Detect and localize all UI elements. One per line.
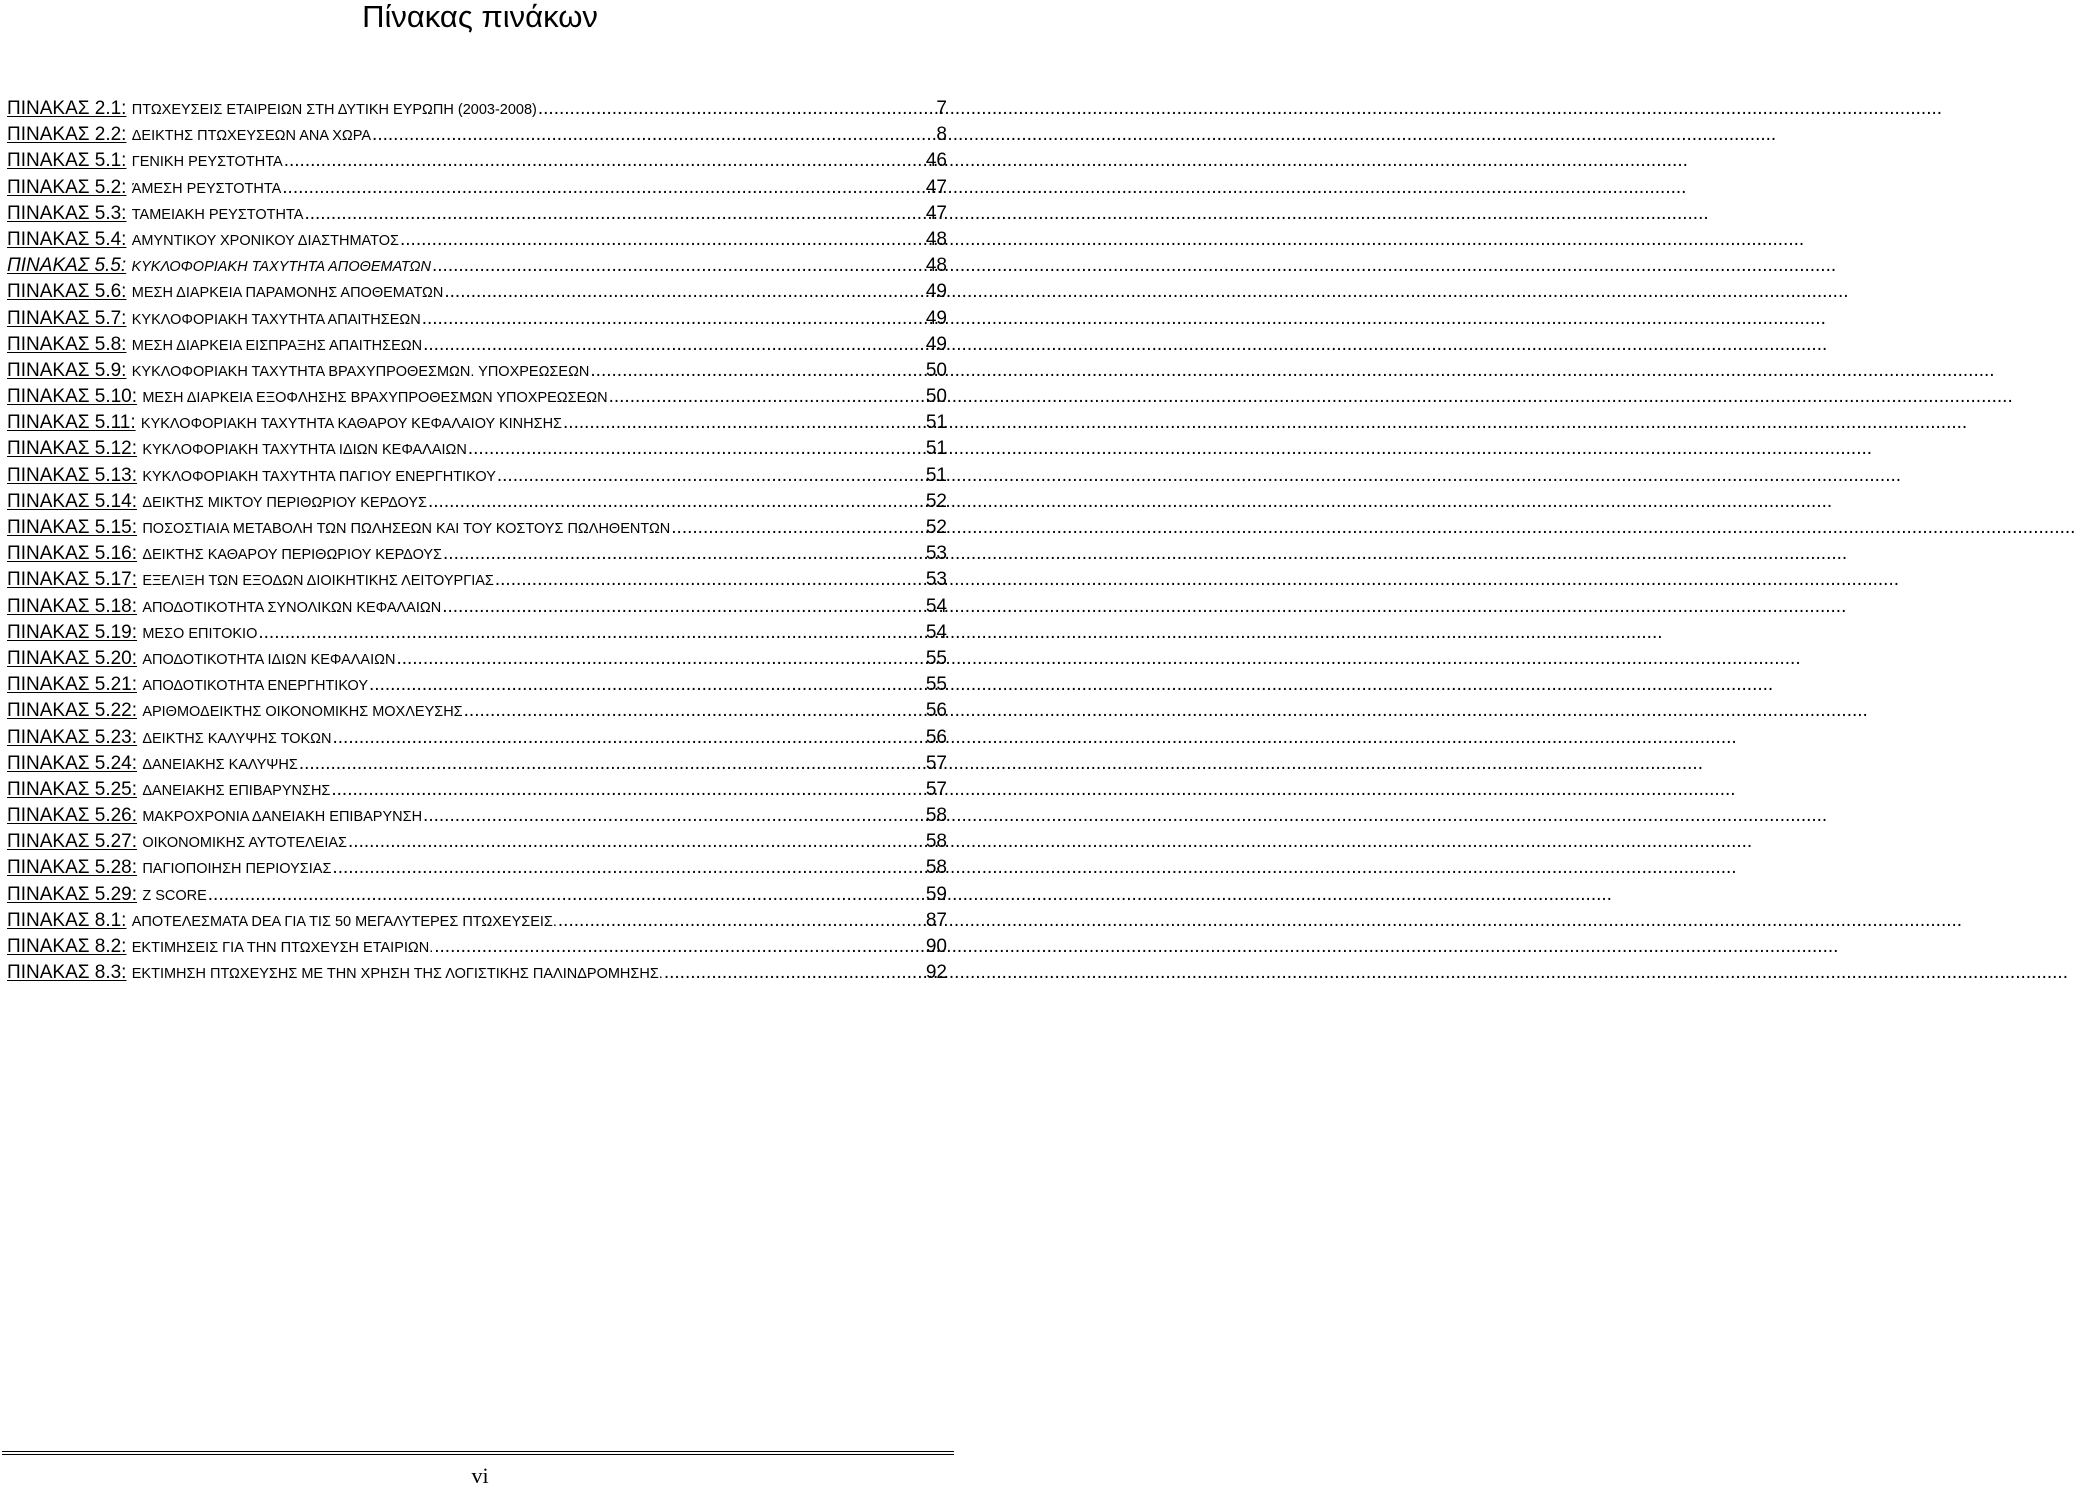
toc-entry[interactable] — [7, 594, 947, 620]
toc-entry-label: ΠΙΝΑΚΑΣ 5.21: — [7, 674, 138, 696]
toc-page-number: 54 — [925, 621, 947, 643]
toc-page-number: 56 — [925, 726, 947, 748]
toc-entry[interactable] — [7, 148, 947, 174]
toc-dot-leader — [671, 515, 924, 541]
toc-dot-leader — [400, 227, 924, 253]
toc-dot-leader — [538, 96, 935, 122]
toc-entry[interactable] — [7, 332, 947, 358]
toc-page-number: 50 — [925, 386, 947, 408]
toc-page-number: 58 — [925, 805, 947, 827]
toc-entry-caption: ΚΥΚΛΟΦΟΡΙΑΚΗ ΤΑΧΥΤΗΤΑ ΙΔΙΩΝ ΚΕΦΑΛΑΙΩΝ — [142, 442, 467, 459]
toc-entry-label: ΠΙΝΑΚΑΣ 5.29: — [7, 883, 138, 905]
toc-page-number: 49 — [925, 307, 947, 329]
toc-page-number: 47 — [925, 176, 947, 198]
toc-entry[interactable] — [7, 384, 947, 410]
toc-entry[interactable] — [7, 436, 947, 462]
toc-entry-caption: ΔΕΙΚΤΗΣ ΜΙΚΤΟΥ ΠΕΡΙΘΩΡΙΟΥ ΚΕΡΔΟΥΣ — [142, 494, 427, 511]
toc-entry-title — [7, 358, 589, 385]
toc-entry[interactable] — [7, 567, 947, 593]
toc-dot-leader — [443, 541, 924, 567]
toc-entry-caption: ΚΥΚΛΟΦΟΡΙΑΚΗ ΤΑΧΥΤΗΤΑ ΒΡΑΧΥΠΡΟΘΕΣΜΩΝ. ΥΠΟΧΡΕΩΣΕΩΝ — [131, 363, 590, 380]
toc-entry-title — [7, 253, 431, 280]
toc-entry-title — [7, 279, 443, 306]
toc-entry[interactable] — [7, 122, 947, 148]
toc-entry-caption: ΠΤΩΧΕΥΣΕΙΣ ΕΤΑΙΡΕΙΩΝ ΣΤΗ ΔΥΤΙΚΗ ΕΥΡΩΠΗ (2003-2008) — [131, 102, 537, 118]
toc-entry-title — [7, 960, 663, 987]
toc-entry-label: ΠΙΝΑΚΑΣ 5.19: — [7, 621, 138, 643]
toc-entry-caption: ΓΕΝΙΚΗ ΡΕΥΣΤΟΤΗΤΑ — [131, 154, 283, 171]
toc-entry[interactable] — [7, 777, 947, 803]
toc-entry[interactable] — [7, 751, 947, 777]
toc-entry-label: ΠΙΝΑΚΑΣ 5.5: — [7, 255, 127, 277]
toc-dot-leader — [434, 934, 924, 960]
page-title: Πίνακας πινάκων — [362, 0, 598, 34]
toc-entry-label: ΠΙΝΑΚΑΣ 5.2: — [7, 176, 127, 198]
toc-entry-title — [7, 594, 441, 621]
toc-dot-leader — [369, 672, 924, 698]
toc-entry-caption: ΠΟΣΟΣΤΙΑΙΑ ΜΕΤΑΒΟΛΗ ΤΩΝ ΠΩΛΗΣΕΩΝ ΚΑΙ ΤΟΥ ΚΟΣΤΟΥΣ ΠΩΛΗΘΕΝΤΩΝ — [142, 521, 671, 537]
toc-entry-label: ΠΙΝΑΚΑΣ 5.3: — [7, 202, 127, 224]
toc-page-number: 54 — [925, 595, 947, 617]
toc-entry-caption: ΔΕΙΚΤΗΣ ΚΑΛΥΨΗΣ ΤΟΚΩΝ — [142, 730, 332, 747]
toc-dot-leader — [590, 358, 923, 384]
toc-entry-title — [7, 908, 557, 935]
toc-entry[interactable] — [7, 882, 947, 908]
toc-entry-caption: ΔΕΙΚΤΗΣ ΠΤΩΧΕΥΣΕΩΝ ΑΝΑ ΧΩΡΑ — [131, 128, 372, 145]
toc-entry-label: ΠΙΝΑΚΑΣ 5.8: — [7, 333, 127, 355]
toc-entry-title — [7, 332, 422, 359]
toc-entry-title — [7, 515, 670, 542]
toc-entry-label: ΠΙΝΑΚΑΣ 5.10: — [7, 386, 138, 408]
toc-dot-leader — [464, 698, 924, 724]
toc-entry-title — [7, 855, 331, 882]
toc-page-number: 92 — [925, 962, 947, 984]
toc-entry-label: ΠΙΝΑΚΑΣ 5.4: — [7, 228, 127, 250]
toc-dot-leader — [468, 436, 924, 462]
toc-entry-label: ΠΙΝΑΚΑΣ 5.14: — [7, 490, 138, 512]
toc-dot-leader — [423, 332, 924, 358]
toc-entry-title — [7, 777, 330, 804]
toc-entry[interactable] — [7, 829, 947, 855]
toc-dot-leader — [282, 175, 924, 201]
toc-dot-leader — [208, 882, 924, 908]
toc-entry-title — [7, 882, 207, 909]
toc-dot-leader — [422, 306, 924, 332]
toc-entry[interactable] — [7, 410, 947, 436]
toc-entry-title — [7, 410, 562, 437]
toc-page-number: 46 — [925, 150, 947, 172]
toc-dot-leader — [495, 567, 924, 593]
toc-dot-leader — [333, 725, 924, 751]
toc-page-number: 56 — [925, 700, 947, 722]
toc-entry-label: ΠΙΝΑΚΑΣ 5.18: — [7, 595, 138, 617]
toc-entry-caption: ΑΠΟΔΟΤΙΚΟΤΗΤΑ ΕΝΕΡΓΗΤΙΚΟΥ — [142, 678, 369, 695]
toc-entry-title — [7, 698, 463, 725]
toc-dot-leader — [428, 489, 924, 515]
toc-entry-label: ΠΙΝΑΚΑΣ 5.24: — [7, 752, 138, 774]
toc-dot-leader — [432, 253, 924, 279]
toc-entry[interactable] — [7, 934, 947, 960]
toc-entry[interactable] — [7, 541, 947, 567]
toc-entry[interactable] — [7, 306, 947, 332]
toc-entry-caption: ΟΙΚΟΝΟΜΙΚΗΣ ΑΥΤΟΤΕΛΕΙΑΣ — [142, 835, 348, 852]
toc-entry[interactable] — [7, 960, 947, 986]
toc-dot-leader — [444, 279, 924, 305]
toc-entry[interactable] — [7, 463, 947, 489]
toc-entry-title — [7, 384, 608, 411]
toc-dot-leader — [284, 148, 924, 174]
toc-page-number: 90 — [925, 936, 947, 957]
toc-entry-caption: ΜΕΣΗ ΔΙΑΡΚΕΙΑ ΕΞΟΦΛΗΣΗΣ ΒΡΑΧΥΠΡΟΘΕΣΜΩΝ ΥΠΟΧΡΕΩΣΕΩΝ — [142, 390, 608, 407]
toc-entry[interactable] — [7, 175, 947, 201]
toc-entry-label: ΠΙΝΑΚΑΣ 5.27: — [7, 831, 138, 853]
toc-entry[interactable] — [7, 855, 947, 881]
toc-entry-title — [7, 803, 422, 830]
toc-entry-title — [7, 725, 332, 752]
toc-entry[interactable] — [7, 908, 947, 934]
toc-page-number: 7 — [936, 98, 947, 119]
toc-dot-leader — [563, 410, 924, 436]
toc-entry[interactable] — [7, 253, 947, 279]
toc-entry-caption: ΤΑΜΕΙΑΚΗ ΡΕΥΣΤΟΤΗΤΑ — [131, 206, 304, 223]
toc-entry-label: ΠΙΝΑΚΑΣ 5.1: — [7, 150, 127, 172]
toc-entry-caption: ΠΑΓΙΟΠΟΙΗΣΗ ΠΕΡΙΟΥΣΙΑΣ — [142, 861, 332, 878]
toc-entry-label: ΠΙΝΑΚΑΣ 5.28: — [7, 857, 138, 879]
toc-page-number: 48 — [925, 255, 947, 277]
toc-entry[interactable] — [7, 620, 947, 646]
toc-entry-title — [7, 175, 281, 202]
toc-entry-title — [7, 751, 298, 778]
toc-entry-caption: ΚΥΚΛΟΦΟΡΙΑΚΗ ΤΑΧΥΤΗΤΑ ΚΑΘΑΡΟΥ ΚΕΦΑΛΑΙΟΥ ΚΙΝΗΣΗΣ — [140, 416, 563, 433]
toc-entry[interactable] — [7, 279, 947, 305]
toc-page-number: 51 — [925, 438, 947, 460]
toc-entry-caption: ΑΠΟΔΟΤΙΚΟΤΗΤΑ ΙΔΙΩΝ ΚΕΦΑΛΑΙΩΝ — [142, 651, 396, 668]
toc-entry[interactable] — [7, 672, 947, 698]
toc-page-number: 87 — [925, 909, 947, 931]
toc-page-number: 53 — [925, 569, 947, 591]
toc-entry-caption: ΕΚΤΙΜΗΣΗ ΠΤΩΧΕΥΣΗΣ ΜΕ ΤΗΝ ΧΡΗΣΗ ΤΗΣ ΛΟΓΙΣΤΙΚΗΣ ΠΑΛΙΝΔΡΟΜΗΣΗΣ. — [131, 966, 663, 983]
toc-entry-caption: ΑΠΟΤΕΛΕΣΜΑΤΑ DEA ΓΙΑ ΤΙΣ 50 ΜΕΓΑΛΥΤΕΡΕΣ ΠΤΩΧΕΥΣΕΙΣ. — [131, 913, 557, 930]
toc-entry-caption: ΜΕΣΗ ΔΙΑΡΚΕΙΑ ΠΑΡΑΜΟΝΗΣ ΑΠΟΘΕΜΑΤΩΝ — [131, 285, 444, 302]
toc-page-number: 48 — [925, 228, 947, 250]
toc-dot-leader — [396, 646, 923, 672]
toc-entry[interactable] — [7, 515, 947, 541]
toc-entry-title — [7, 672, 368, 699]
toc-entry-label: ΠΙΝΑΚΑΣ 5.13: — [7, 464, 138, 486]
toc-dot-leader — [299, 751, 924, 777]
toc-page-number: 55 — [925, 647, 947, 669]
toc-entry-caption: ΚΥΚΛΟΦΟΡΙΑΚΗ ΤΑΧΥΤΗΤΑ ΑΠΟΘΕΜΑΤΩΝ — [131, 259, 431, 276]
toc-entry[interactable] — [7, 646, 947, 672]
toc-entry-label: ΠΙΝΑΚΑΣ 5.16: — [7, 543, 138, 565]
toc-entry-title — [7, 148, 283, 175]
toc-entry-title — [7, 227, 399, 254]
toc-entry[interactable] — [7, 358, 947, 384]
toc-page-number: 8 — [936, 124, 947, 146]
toc-entry[interactable] — [7, 698, 947, 724]
toc-entry-label: ΠΙΝΑΚΑΣ 5.17: — [7, 569, 138, 591]
toc-entry-label: ΠΙΝΑΚΑΣ 5.26: — [7, 805, 138, 827]
toc-entry-caption: ΕΚΤΙΜΗΣΕΙΣ ΓΙΑ ΤΗΝ ΠΤΩΧΕΥΣΗ ΕΤΑΙΡΙΩΝ. — [131, 940, 434, 956]
toc-dot-leader — [664, 960, 924, 986]
toc-entry-title — [7, 829, 347, 856]
toc-page-number: 51 — [925, 464, 947, 486]
toc-entry-caption: ΆΜΕΣΗ ΡΕΥΣΤΟΤΗΤΑ — [131, 180, 282, 197]
toc-entry-title — [7, 541, 442, 568]
toc-entry-title — [7, 567, 494, 594]
table-of-tables — [7, 96, 947, 986]
toc-entry-label: ΠΙΝΑΚΑΣ 5.11: — [7, 412, 136, 434]
toc-entry[interactable] — [7, 803, 947, 829]
toc-dot-leader — [331, 777, 923, 803]
toc-entry-caption: ΚΥΚΛΟΦΟΡΙΑΚΗ ΤΑΧΥΤΗΤΑ ΑΠΑΙΤΗΣΕΩΝ — [131, 311, 421, 328]
toc-entry-label: ΠΙΝΑΚΑΣ 5.25: — [7, 778, 138, 800]
toc-entry-label: ΠΙΝΑΚΑΣ 5.22: — [7, 700, 138, 722]
toc-entry-caption: ΔΑΝΕΙΑΚΗΣ ΕΠΙΒΑΡΥΝΣΗΣ — [142, 782, 331, 799]
toc-page-number: 51 — [925, 412, 947, 434]
toc-entry-label: ΠΙΝΑΚΑΣ 5.20: — [7, 647, 138, 669]
toc-page-number: 55 — [925, 674, 947, 696]
toc-page-number: 59 — [925, 883, 947, 905]
toc-entry-label: ΠΙΝΑΚΑΣ 8.1: — [7, 909, 127, 931]
toc-entry[interactable] — [7, 227, 947, 253]
toc-entry-caption: ΜΕΣΗ ΔΙΑΡΚΕΙΑ ΕΙΣΠΡΑΞΗΣ ΑΠΑΙΤΗΣΕΩΝ — [131, 337, 423, 354]
toc-entry-title — [7, 489, 427, 516]
toc-entry-title — [7, 436, 467, 463]
toc-dot-leader — [332, 855, 923, 881]
toc-entry-caption: ΔΕΙΚΤΗΣ ΚΑΘΑΡΟΥ ΠΕΡΙΘΩΡΙΟΥ ΚΕΡΔΟΥΣ — [142, 547, 443, 564]
toc-entry-title — [7, 201, 303, 228]
toc-page-number: 57 — [925, 778, 947, 800]
toc-dot-leader — [442, 594, 924, 620]
toc-entry-caption: ΜΕΣΟ ΕΠΙΤΟΚΙΟ — [142, 625, 258, 642]
toc-entry-caption: ΑΠΟΔΟΤΙΚΟΤΗΤΑ ΣΥΝΟΛΙΚΩΝ ΚΕΦΑΛΑΙΩΝ — [142, 599, 442, 616]
toc-entry-caption: ΑΡΙΘΜΟΔΕΙΚΤΗΣ ΟΙΚΟΝΟΜΙΚΗΣ ΜΟΧΛΕΥΣΗΣ — [142, 704, 463, 721]
toc-entry-title — [7, 463, 496, 490]
toc-page-number: 58 — [925, 857, 947, 879]
toc-entry-title — [7, 934, 433, 961]
toc-entry[interactable] — [7, 489, 947, 515]
toc-page-number: 49 — [925, 281, 947, 303]
toc-entry-caption: ΕΞΕΛΙΞΗ ΤΩΝ ΕΞΟΔΩΝ ΔΙΟΙΚΗΤΙΚΗΣ ΛΕΙΤΟΥΡΓΙΑΣ — [142, 573, 494, 590]
toc-entry-title — [7, 646, 395, 673]
toc-dot-leader — [258, 620, 924, 646]
toc-entry-label: ΠΙΝΑΚΑΣ 2.2: — [7, 124, 127, 146]
toc-entry-label: ΠΙΝΑΚΑΣ 8.3: — [7, 962, 127, 984]
toc-entry-caption: ΔΑΝΕΙΑΚΗΣ ΚΑΛΥΨΗΣ — [142, 756, 298, 773]
toc-entry-caption: ΚΥΚΛΟΦΟΡΙΑΚΗ ΤΑΧΥΤΗΤΑ ΠΑΓΙΟΥ ΕΝΕΡΓΗΤΙΚΟΥ — [142, 468, 496, 485]
toc-entry-title — [7, 122, 371, 149]
toc-page-number: 49 — [925, 333, 947, 355]
toc-entry[interactable] — [7, 96, 947, 122]
toc-dot-leader — [304, 201, 923, 227]
footer-page-number: vi — [471, 1463, 489, 1488]
toc-dot-leader — [423, 803, 924, 829]
toc-page-number: 53 — [925, 543, 947, 565]
toc-page-number: 58 — [925, 831, 947, 853]
toc-page-number: 47 — [925, 202, 947, 224]
toc-entry-title — [7, 306, 421, 333]
toc-entry-label: ΠΙΝΑΚΑΣ 5.6: — [7, 281, 127, 303]
toc-entry-title — [7, 96, 537, 123]
toc-entry-title — [7, 620, 257, 647]
toc-entry-label: ΠΙΝΑΚΑΣ 5.12: — [7, 438, 138, 460]
toc-entry-label: ΠΙΝΑΚΑΣ 5.9: — [7, 359, 127, 381]
toc-entry[interactable] — [7, 201, 947, 227]
toc-page-number: 57 — [925, 752, 947, 774]
toc-page-number: 52 — [925, 517, 947, 538]
toc-entry-label: ΠΙΝΑΚΑΣ 5.15: — [7, 517, 138, 538]
toc-dot-leader — [372, 122, 934, 148]
toc-dot-leader — [348, 829, 924, 855]
toc-dot-leader — [497, 463, 924, 489]
toc-page-number: 50 — [925, 359, 947, 381]
toc-entry-label: ΠΙΝΑΚΑΣ 2.1: — [7, 98, 127, 119]
toc-entry[interactable] — [7, 725, 947, 751]
footer-divider — [2, 1451, 954, 1455]
toc-page-number: 52 — [925, 490, 947, 512]
toc-dot-leader — [558, 908, 924, 934]
toc-entry-caption: ΜΑΚΡΟΧΡΟΝΙΑ ΔΑΝΕΙΑΚΗ ΕΠΙΒΑΡΥΝΣΗ — [142, 809, 423, 826]
toc-entry-caption: Z SCORE — [142, 887, 207, 904]
toc-entry-caption: ΑΜΥΝΤΙΚΟΥ ΧΡΟΝΙΚΟΥ ΔΙΑΣΤΗΜΑΤΟΣ — [131, 232, 399, 249]
toc-dot-leader — [609, 384, 924, 410]
toc-entry-label: ΠΙΝΑΚΑΣ 5.23: — [7, 726, 138, 748]
toc-entry-label: ΠΙΝΑΚΑΣ 5.7: — [7, 307, 127, 329]
toc-entry-label: ΠΙΝΑΚΑΣ 8.2: — [7, 936, 127, 957]
